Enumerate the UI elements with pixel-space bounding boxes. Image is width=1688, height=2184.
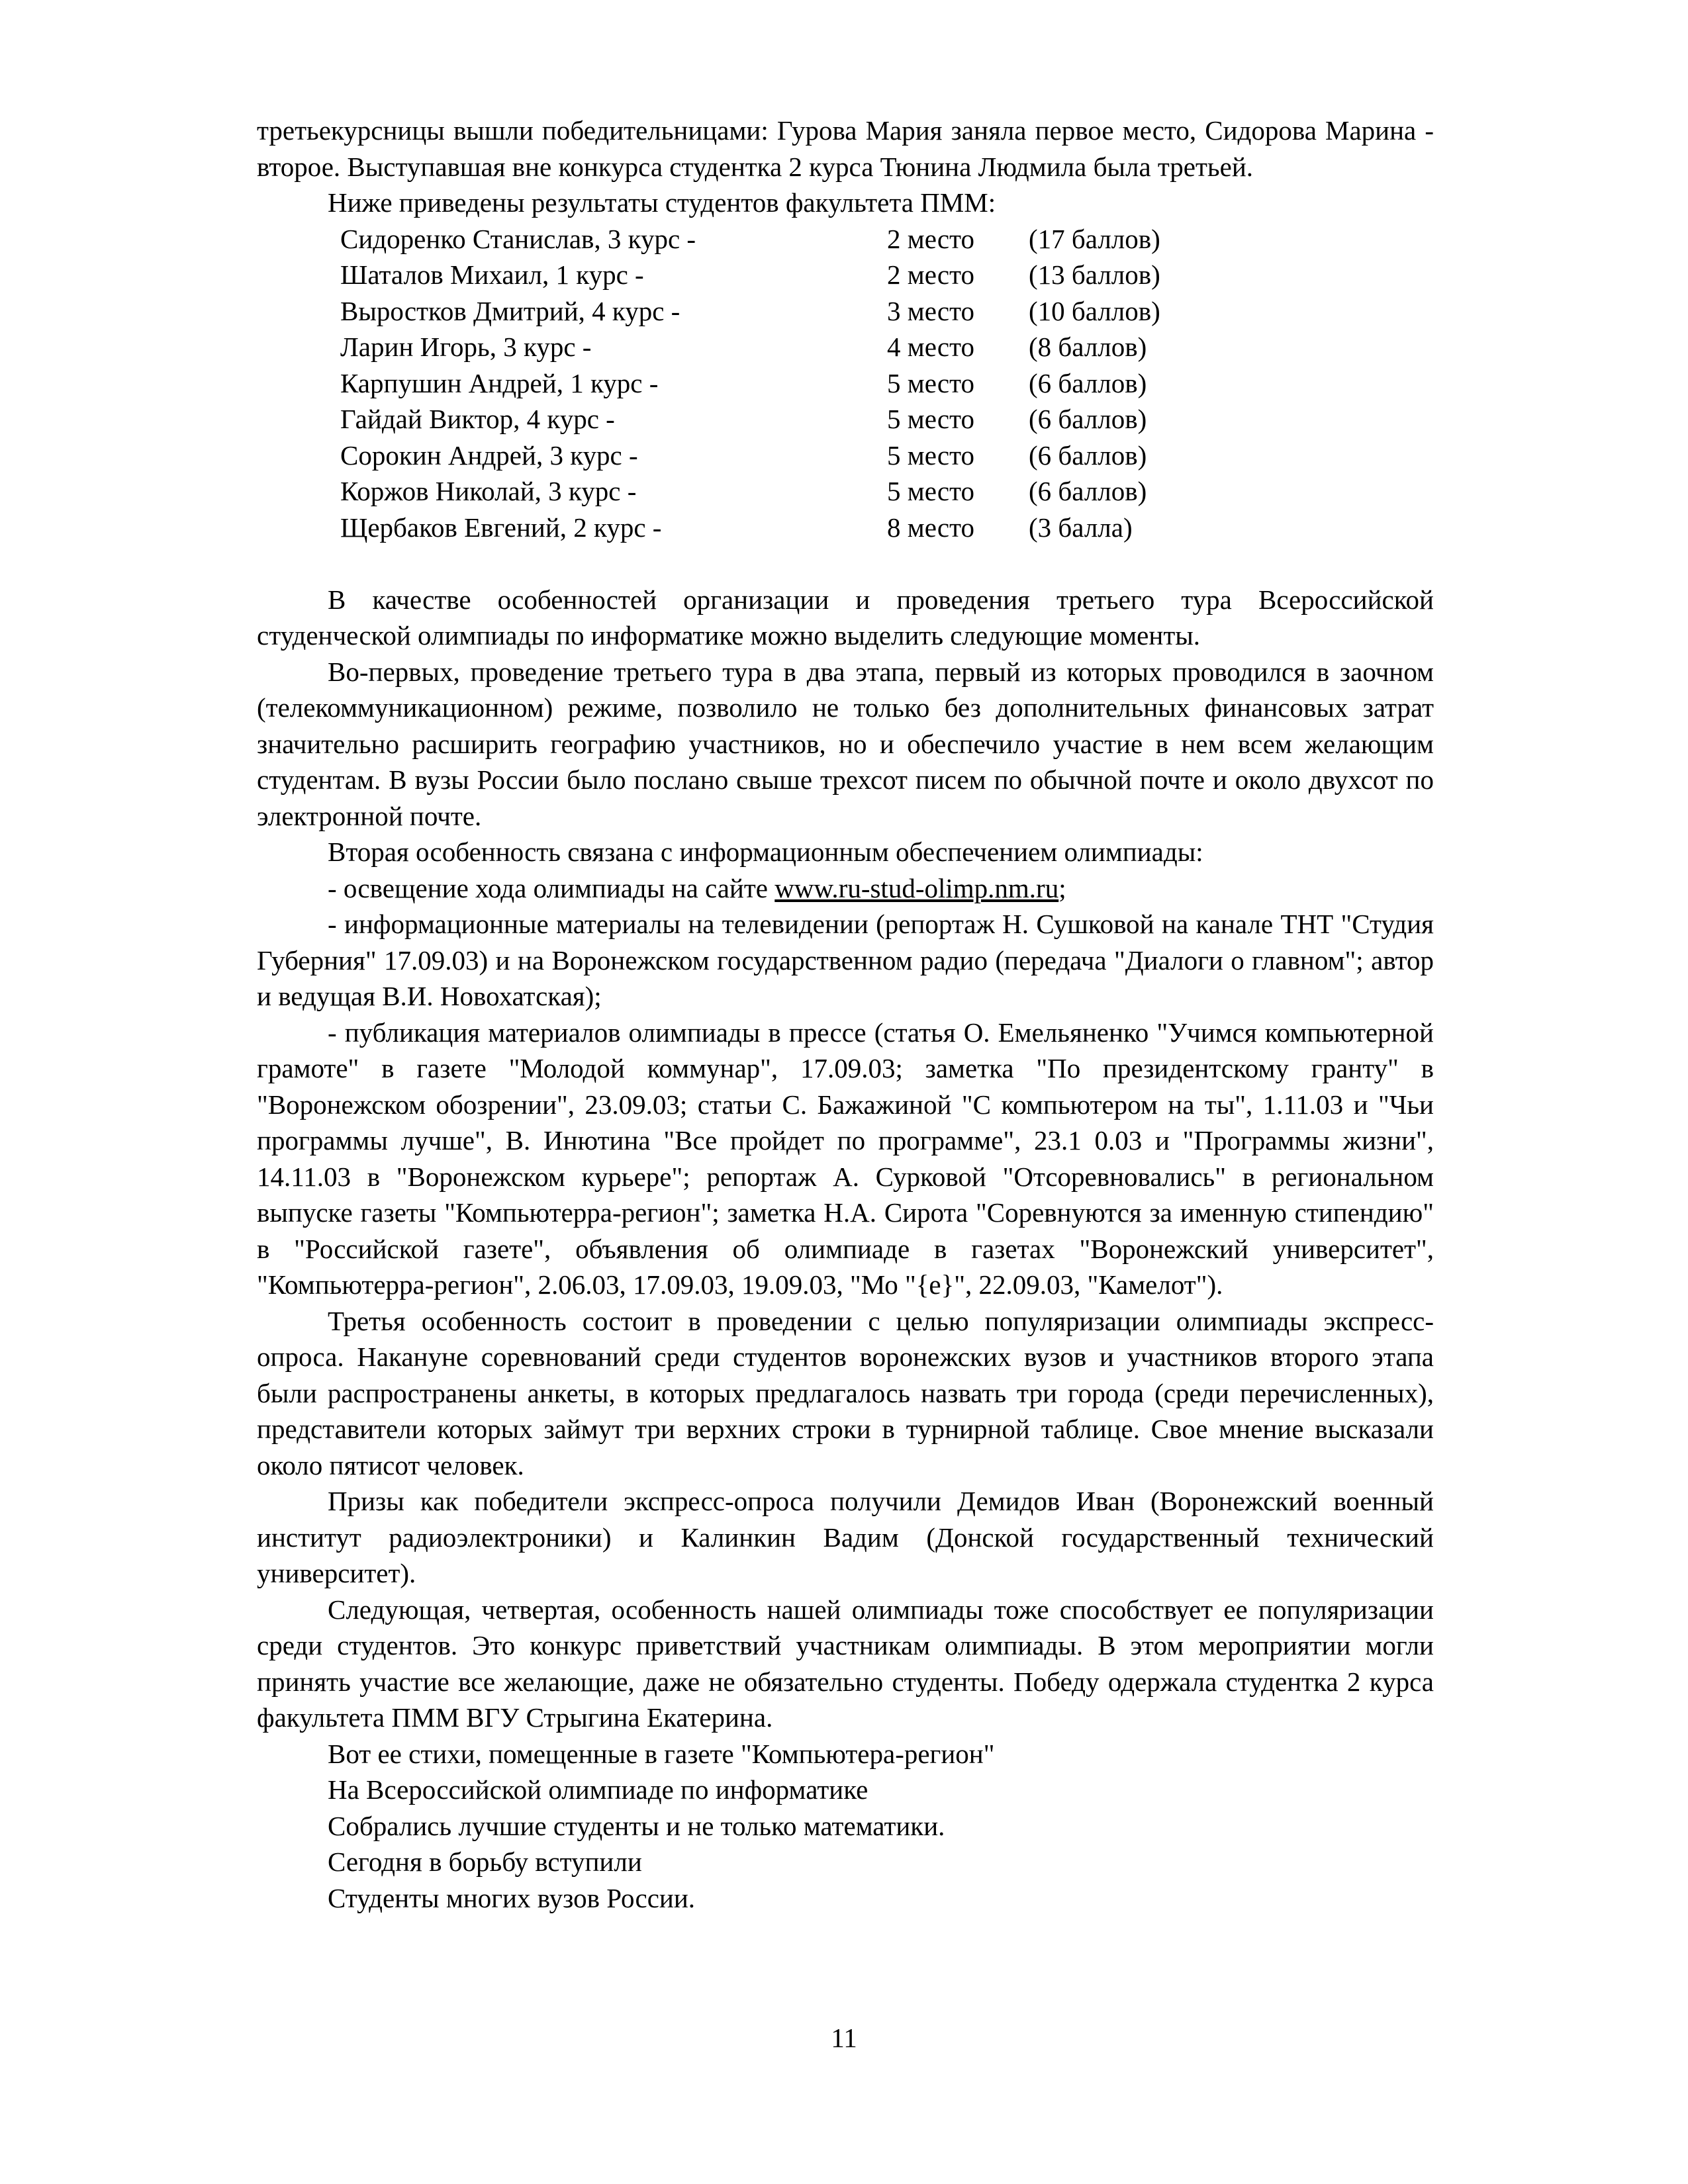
table-row <box>340 293 1160 330</box>
student-score: (6 баллов) <box>1029 367 1147 398</box>
fourth-feature-paragraph: Следующая, четвертая, особенность нашей олимпиады тоже способствует ее популяризации среди студентов. Это конкурс приветствий участникам олимпиады. В этом мероприятии могли принять участие все желающие, даже не обязательно студенты. Победу одержала студентка 2 курса факультета ПММ ВГУ Стрыгина Екатерина. <box>257 1594 1434 1733</box>
student-name: Ларин Игорь, 3 курс - <box>340 332 592 362</box>
student-name: Гайдай Виктор, 4 курс - <box>340 404 615 434</box>
student-name: Коржов Николай, 3 курс - <box>340 476 637 506</box>
student-place: 2 место <box>887 259 974 290</box>
student-name: Шаталов Михаил, 1 курс - <box>340 259 644 290</box>
student-place: 5 место <box>887 439 974 471</box>
student-place: 8 место <box>887 512 974 543</box>
table-row <box>340 329 1160 365</box>
intro-paragraph: третьекурсницы вышли победительницами: Гурова Мария заняла первое место, Сидорова Марина - второе. Выступавшая вне конкурса студентка 2 курса Тюнина Людмила была третьей. <box>257 115 1434 182</box>
student-score: (10 баллов) <box>1029 295 1160 326</box>
site-prefix: - освещение хода олимпиады на сайте <box>328 872 775 903</box>
student-score: (3 балла) <box>1029 512 1133 543</box>
student-name: Выростков Дмитрий, 4 курс - <box>340 295 680 326</box>
poem-line: Сегодня в борьбу вступили <box>328 1846 642 1877</box>
site-coverage-item <box>257 870 1434 907</box>
student-name: Сидоренко Станислав, 3 курс - <box>340 223 696 254</box>
student-place: 2 место <box>887 223 974 254</box>
student-score: (6 баллов) <box>1029 439 1147 471</box>
student-score: (13 баллов) <box>1029 259 1160 290</box>
student-name: Сорокин Андрей, 3 курс - <box>340 439 638 471</box>
results-table <box>340 221 1160 546</box>
table-row <box>340 437 1160 474</box>
results-heading: Ниже приведены результаты студентов факультета ПММ: <box>328 187 996 218</box>
student-score: (8 баллов) <box>1029 332 1147 362</box>
page-number: 11 <box>831 2023 857 2053</box>
prizes-paragraph: Призы как победители экспресс-опроса получили Демидов Иван (Воронежский военный институт радиоэлектроники) и Калинкин Вадим (Донской государственный технический университет). <box>257 1486 1434 1588</box>
table-row <box>340 221 1160 257</box>
table-row <box>340 365 1160 402</box>
student-place: 5 место <box>887 476 974 506</box>
first-feature-paragraph: Во-первых, проведение третьего тура в два этапа, первый из которых проводился в заочном (телекоммуникационном) режиме, позволило не только без дополнительных финансовых затрат значительно расширить географию участников, но и обеспечило участие в нем всем желающим студентам. В вузы России было послано свыше трехсот писем по обычной почте и около двухсот по электронной почте. <box>257 656 1434 831</box>
table-row <box>340 257 1160 293</box>
tv-materials-item: - информационные материалы на телевидении (репортаж Н. Сушковой на канале ТНТ "Студия Губерния" 17.09.03) и на Воронежском государственном радио (передача "Диалоги о главном"; автор и ведущая В.И. Новохатская); <box>257 909 1434 1011</box>
student-place: 5 место <box>887 367 974 398</box>
poem-line: На Всероссийской олимпиаде по информатике <box>328 1774 868 1805</box>
student-name: Щербаков Евгений, 2 курс - <box>340 512 662 543</box>
table-row <box>340 401 1160 437</box>
student-name: Карпушин Андрей, 1 курс - <box>340 367 659 398</box>
table-row <box>340 510 1160 546</box>
second-feature-paragraph: Вторая особенность связана с информационным обеспечением олимпиады: <box>328 837 1203 867</box>
press-publications-item: - публикация материалов олимпиады в прессе (статья О. Емельяненко "Учимся компьютерной грамоте" в газете "Молодой коммунар", 17.09.03; заметка "По президентскому гранту" в "Воронежском обозрении", 23.09.03; статьи С. Бажажиной "С компьютером на ты", 1.11.03 и "Чьи программы лучше", В. Инютина "Все пройдет по программе", 23.1 0.03 и "Программы жизни", 14.11.03 в "Воронежском курьере"; репортаж А. Сурковой "Отсоревновались" в региональном выпуске газеты "Компьютерра-регион"; заметка Н.А. Сирота "Соревнуются за именную стипендию" в "Российской газете", объявления об олимпиаде в газетах "Воронежский университет", "Компьютерра-регион", 2.06.03, 17.09.03, 19.09.03, "Мо "{e}", 22.09.03, "Камелот"). <box>257 1017 1434 1300</box>
poem-line: Собрались лучшие студенты и не только математики. <box>328 1810 945 1841</box>
student-place: 5 место <box>887 404 974 434</box>
page-body <box>257 113 1434 1916</box>
poem-intro: Вот ее стихи, помещенные в газете "Компьютера-регион" <box>328 1738 995 1769</box>
student-place: 3 место <box>887 295 974 326</box>
student-place: 4 место <box>887 332 974 362</box>
student-score: (6 баллов) <box>1029 404 1147 434</box>
site-suffix: ; <box>1058 872 1066 903</box>
poem-line: Студенты многих вузов России. <box>328 1882 696 1913</box>
student-score: (17 баллов) <box>1029 223 1160 254</box>
olympiad-site-link[interactable]: www.ru-stud-olimp.nm.ru <box>774 872 1059 903</box>
table-row <box>340 473 1160 510</box>
student-score: (6 баллов) <box>1029 476 1147 506</box>
third-feature-paragraph: Третья особенность состоит в проведении с целью популяризации олимпиады экспресс-опроса. Накануне соревнований среди студентов воронежских вузов и участников второго этапа были распространены анкеты, в которых предлагалось назвать три города (среди перечисленных), представители которых займут три верхних строки в турнирной таблице. Свое мнение высказали около пятисот человек. <box>257 1305 1434 1480</box>
features-paragraph: В качестве особенностей организации и проведения третьего тура Всероссийской студенческой олимпиады по информатике можно выделить следующие моменты. <box>257 584 1434 651</box>
